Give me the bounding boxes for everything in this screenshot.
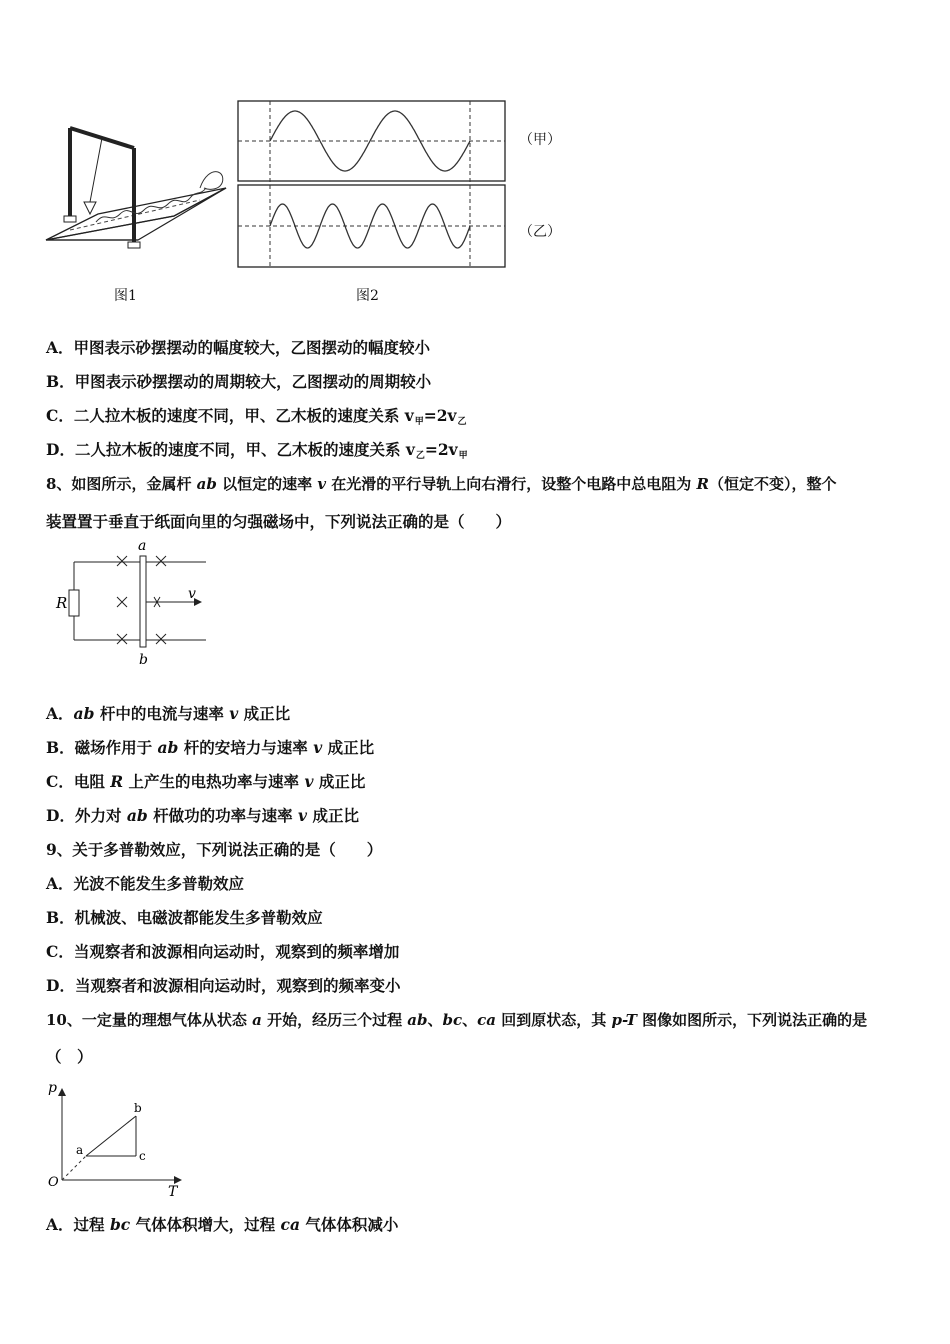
p-axis-label: p [48, 1080, 57, 1096]
rod-end-b-label: b [139, 652, 148, 668]
q9-option-d: D．当观察者和波源相向运动时，观察到的频率变小 [46, 976, 401, 995]
q9-stem: 9、关于多普勒效应，下列说法正确的是（ ） [46, 840, 383, 859]
figure-1-caption: 图1 [114, 288, 137, 304]
state-c-label: c [139, 1149, 146, 1163]
velocity-label: v [188, 586, 196, 602]
resistor-label: R [56, 594, 68, 612]
state-a-label: a [76, 1143, 84, 1157]
rail-circuit-diagram [50, 538, 215, 670]
jia-wave [270, 111, 470, 171]
q7-option-a: A．甲图表示砂摆摆动的幅度较大，乙图摆动的幅度较小 [46, 338, 431, 357]
figure-2-caption: 图2 [356, 288, 379, 304]
p-t-graph [44, 1076, 194, 1200]
wave-trace-figure [237, 100, 507, 270]
origin-label: O [48, 1175, 59, 1190]
q7-option-b: B．甲图表示砂摆摆动的周期较大，乙图摆动的周期较小 [46, 372, 432, 391]
q10-stem-line1: 10、一定量的理想气体从状态 a 开始，经历三个过程 ab、bc、ca 回到原状态，其 p-T 图像如图所示，下列说法正确的是 [46, 1011, 868, 1029]
q8-option-a: A．ab 杆中的电流与速率 v 成正比 [46, 704, 291, 723]
q8-option-b: B．磁场作用于 ab 杆的安培力与速率 v 成正比 [46, 738, 375, 757]
rod-end-a-label: a [138, 538, 147, 554]
q8-option-d: D．外力对 ab 杆做功的功率与速率 v 成正比 [46, 806, 359, 825]
state-b-label: b [134, 1101, 142, 1115]
q7-option-d: D．二人拉木板的速度不同，甲、乙木板的速度关系 v乙=2v甲 [46, 440, 468, 461]
q10-stem-line2: （ ） [46, 1047, 93, 1066]
q9-option-a: A．光波不能发生多普勒效应 [46, 874, 245, 893]
t-axis-label: T [168, 1184, 178, 1200]
q10-option-a: A．过程 bc 气体体积增大，过程 ca 气体体积减小 [46, 1215, 399, 1234]
q8-stem-line2: 装置置于垂直于纸面向里的匀强磁场中，下列说法正确的是（ ） [46, 512, 512, 531]
q7-option-c: C．二人拉木板的速度不同，甲、乙木板的速度关系 v甲=2v乙 [46, 406, 467, 427]
q8-stem-line1: 8、如图所示，金属杆 ab 以恒定的速率 v 在光滑的平行导轨上向右滑行，设整个电路中总电阻为 R（恒定不变），整个 [46, 475, 837, 493]
sand-pendulum-figure [40, 118, 230, 258]
q8-option-c: C．电阻 R 上产生的电热功率与速率 v 成正比 [46, 772, 366, 791]
q9-option-c: C．当观察者和波源相向运动时，观察到的频率增加 [46, 942, 400, 961]
yi-label: （乙） [519, 224, 561, 240]
yi-wave [270, 204, 470, 248]
jia-label: （甲） [519, 132, 561, 148]
q9-option-b: B．机械波、电磁波都能发生多普勒效应 [46, 908, 323, 927]
